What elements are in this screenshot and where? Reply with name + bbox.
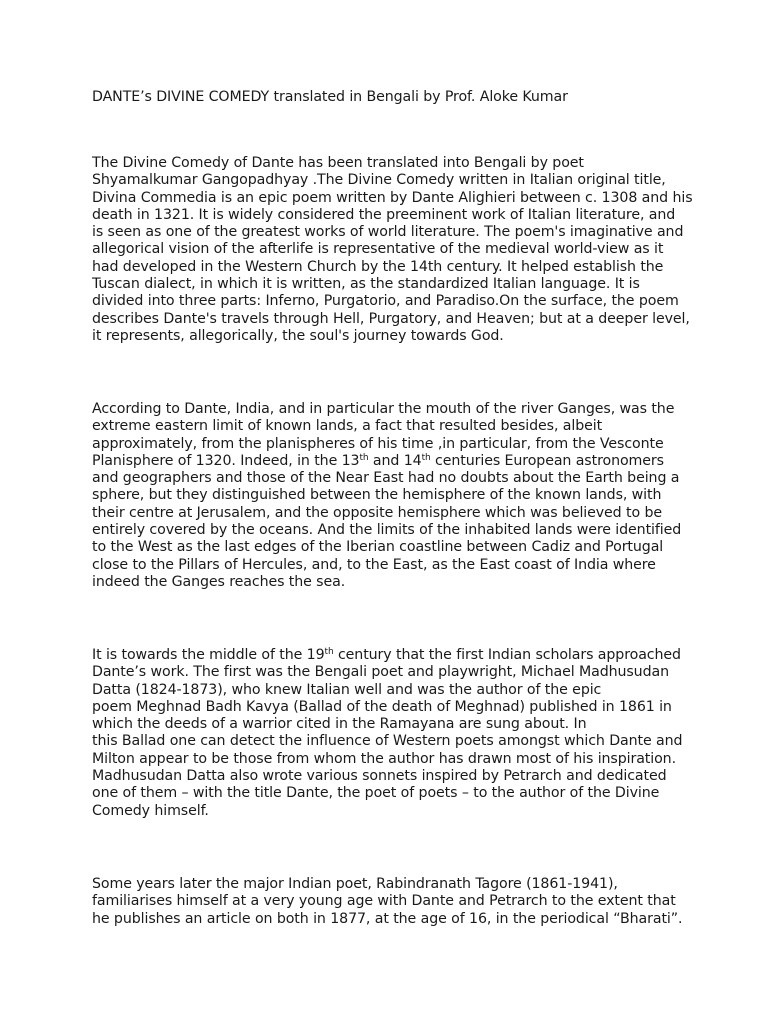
text-line: Datta (1824-1873), who knew Italian well and was the author of the epic <box>92 681 602 698</box>
text-line: entirely covered by the oceans. And the limits of the inhabited lands were identified <box>92 522 682 539</box>
text-line: to the West as the last edges of the Iberian coastline between Cadiz and Portugal <box>92 539 664 556</box>
paragraph-dante-india <box>92 401 682 591</box>
text-line: he publishes an article on both in 1877, at the age of 16, in the periodical “Bharati”. <box>92 910 683 927</box>
text-segment: Planisphere of 1320. Indeed, in the 13 <box>92 452 360 469</box>
paragraph-divine-comedy-intro <box>92 155 693 345</box>
text-line: allegorical vision of the afterlife is representative of the medieval world-view as it <box>92 241 664 258</box>
text-line <box>92 453 682 470</box>
text-line: this Ballad one can detect the influence of Western poets amongst which Dante and <box>92 733 683 750</box>
text-line: familiarises himself at a very young age with Dante and Petrarch to the extent that <box>92 893 676 910</box>
text-line: According to Dante, India, and in particular the mouth of the river Ganges, was the <box>92 401 675 417</box>
text-line <box>92 647 682 664</box>
text-line: their centre at Jerusalem, and the opposite hemisphere which was believed to be <box>92 504 662 521</box>
paragraph-tagore <box>92 876 682 928</box>
text-line: death in 1321. It is widely considered the preeminent work of Italian literature, and <box>92 206 676 223</box>
text-segment: centuries European astronomers <box>430 452 664 469</box>
text-line: Some years later the major Indian poet, Rabindranath Tagore (1861-1941), <box>92 876 618 892</box>
superscript: th <box>359 452 369 463</box>
text-line: poem Meghnad Badh Kavya (Ballad of the death of Meghnad) published in 1861 in <box>92 698 672 715</box>
text-line: Milton appear to be those from whom the author has drawn most of his inspiration. <box>92 750 676 767</box>
text-line: divided into three parts: Inferno, Purgatorio, and Paradiso.On the surface, the poem <box>92 293 679 310</box>
document-title: DANTE’s DIVINE COMEDY translated in Bengali by Prof. Aloke Kumar <box>92 89 568 105</box>
text-line: Comedy himself. <box>92 802 209 819</box>
text-segment: It is towards the middle of the 19 <box>92 647 325 663</box>
text-line: describes Dante's travels through Hell, Purgatory, and Heaven; but at a deeper level, <box>92 310 690 327</box>
text-line: Shyamalkumar Gangopadhyay .The Divine Comedy written in Italian original title, <box>92 172 666 189</box>
text-line: indeed the Ganges reaches the sea. <box>92 573 346 590</box>
text-line: Madhusudan Datta also wrote various sonnets inspired by Petrarch and dedicated <box>92 768 667 785</box>
superscript: th <box>421 452 431 463</box>
text-line: is seen as one of the greatest works of world literature. The poem's imaginative and <box>92 224 684 241</box>
text-line: extreme eastern limit of known lands, a fact that resulted besides, albeit <box>92 418 603 435</box>
text-line: The Divine Comedy of Dante has been translated into Bengali by poet <box>92 155 584 171</box>
text-line: close to the Pillars of Hercules, and, to the East, as the East coast of India where <box>92 556 656 573</box>
text-line: had developed in the Western Church by the 14th century. It helped establish the <box>92 258 664 275</box>
text-line: which the deeds of a warrior cited in the Ramayana are sung about. In <box>92 716 587 733</box>
text-segment: century that the first Indian scholars approached <box>333 647 681 663</box>
text-line: Tuscan dialect, in which it is written, as the standardized Italian language. It is <box>92 276 640 293</box>
paragraph-indian-scholars <box>92 647 682 820</box>
text-line: one of them – with the title Dante, the poet of poets – to the author of the Divine <box>92 785 660 802</box>
text-line: approximately, from the planispheres of his time ,in particular, from the Vesconte <box>92 435 664 452</box>
text-segment: and 14 <box>368 452 422 469</box>
superscript: th <box>324 647 334 657</box>
text-line: it represents, allegorically, the soul's journey towards God. <box>92 327 504 344</box>
text-line: sphere, but they distinguished between the hemisphere of the known lands, with <box>92 487 662 504</box>
text-line: and geographers and those of the Near East had no doubts about the Earth being a <box>92 470 680 487</box>
text-line: Dante’s work. The first was the Bengali poet and playwright, Michael Madhusudan <box>92 664 669 681</box>
text-line: Divina Commedia is an epic poem written by Dante Alighieri between c. 1308 and his <box>92 189 693 206</box>
